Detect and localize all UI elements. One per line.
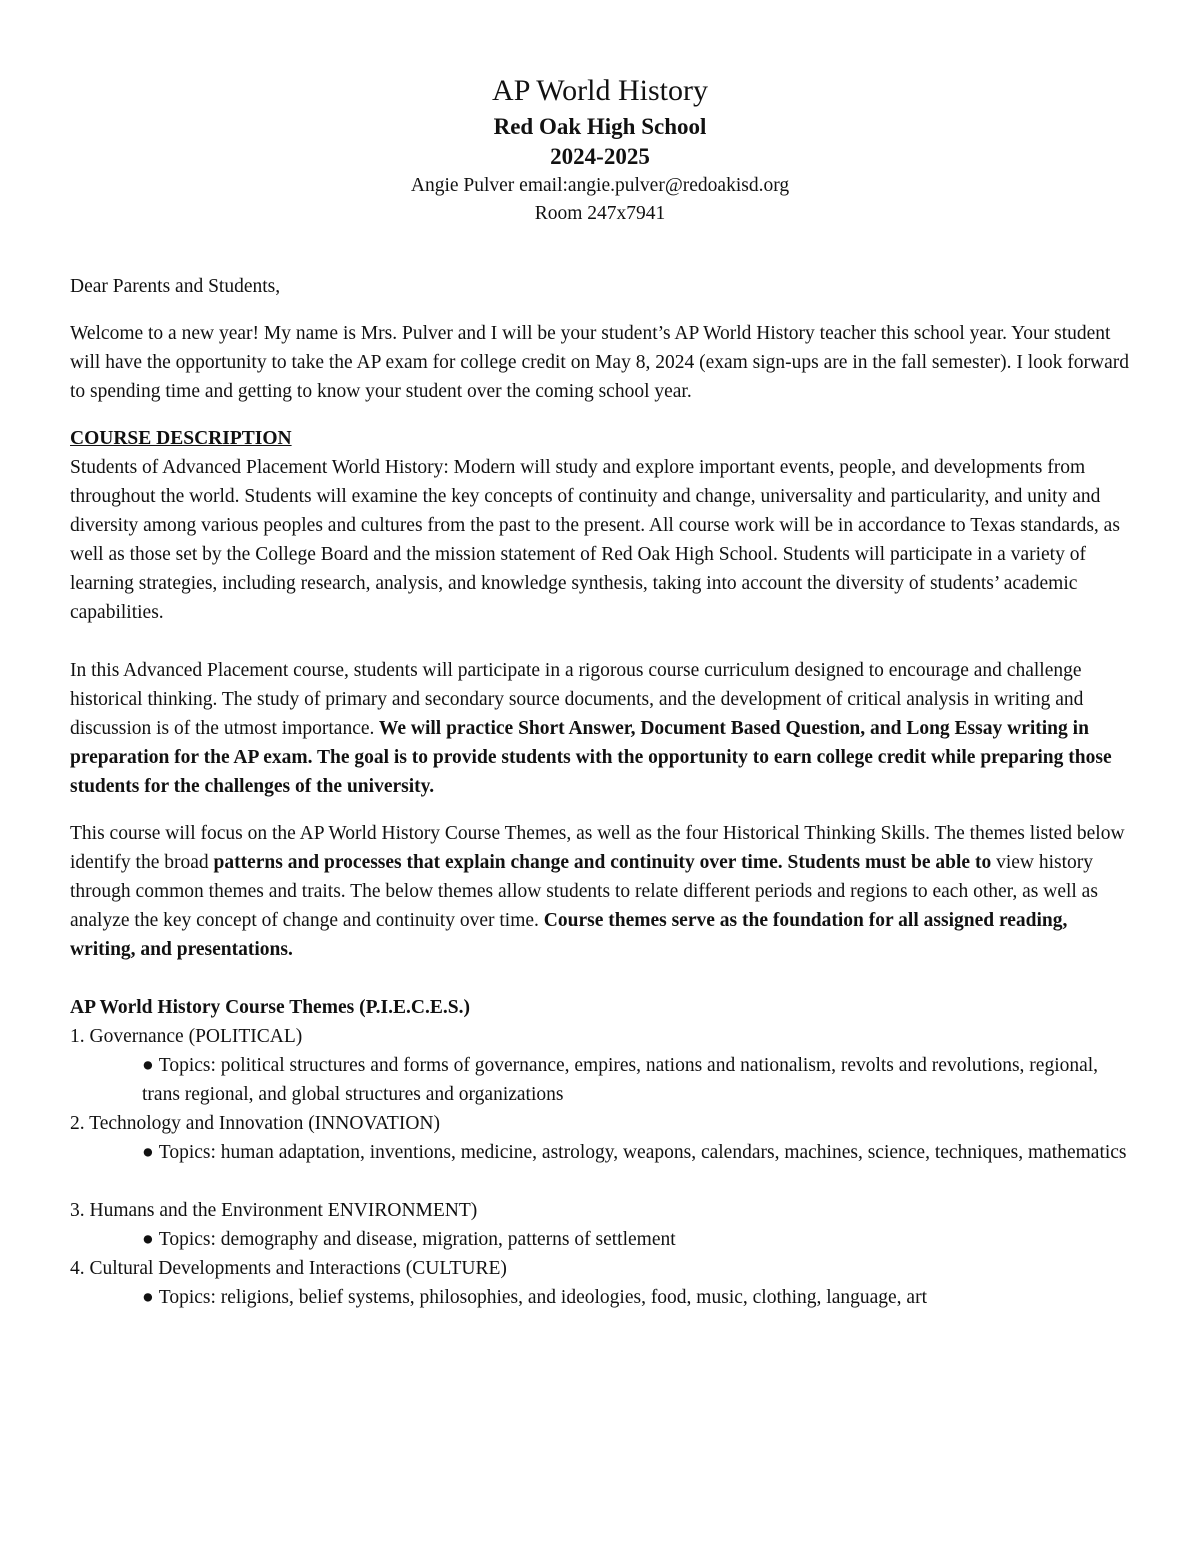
bullet-icon: ● [142, 1055, 154, 1076]
themes-intro-text-a: This course will focus on the AP World History Course Themes, as well as the four Historical Thinking Skills. The themes listed below identify the broad [70, 823, 1125, 873]
themes-intro-emphasis-b: Course themes serve as the foundation for all assigned reading, [543, 910, 1068, 931]
page-title: AP World History [492, 74, 708, 107]
teacher-contact: Angie Pulver email:angie.pulver@redoakisd.org [410, 175, 790, 196]
spacer [70, 1167, 1130, 1196]
school-year: 2024-2025 [550, 144, 650, 169]
salutation: Dear Parents and Students, [70, 276, 281, 297]
theme-list [70, 1022, 1130, 1312]
welcome-paragraph: Welcome to a new year! My name is Mrs. Pulver and I will be your student’s AP World History teacher this school year. Your student will have the opportunity to take the AP exam for college credit on May 8, 2024 (exam sign-ups are in the fall semester). I look forward to spending time and getting to know your student over the coming school year. [70, 323, 1130, 402]
topics-text: Topics: demography and disease, migration, patterns of settlement [158, 1229, 676, 1250]
room-number: Room 247x7941 [534, 203, 666, 224]
themes-intro-paragraph [70, 819, 1130, 964]
themes-intro-emphasis-c: writing, and presentations. [70, 939, 293, 960]
themes-title: AP World History Course Themes (P.I.E.C.E.S.) [70, 997, 470, 1018]
theme-topics-culture [70, 1283, 1130, 1312]
school-name: Red Oak High School [493, 114, 707, 139]
ap-course-paragraph [70, 656, 1130, 801]
themes-intro-text-b: view history through common themes and traits. The below themes allow students to relate different periods and regions to each other, as well as analyze the key concept of change and continuity over time. [70, 852, 1098, 931]
themes-intro-emphasis-a: patterns and processes that explain change and continuity over time. Students must be able to [213, 852, 992, 873]
theme-topics-political [70, 1051, 1130, 1109]
course-description-paragraph: Students of Advanced Placement World History: Modern will study and explore important events, people, and developments from throughout the world. Students will examine the key concepts of continuity and change, universality and particularity, and unity and diversity among various peoples and cultures from the past to the present. All course work will be in accordance to Texas standards, as well as those set by the College Board and the mission statement of Red Oak High School. Students will participate in a variety of learning strategies, including research, analysis, and knowledge synthesis, taking into account the diversity of students’ academic capabilities. [70, 457, 1120, 623]
theme-item-environment: 3. Humans and the Environment ENVIRONMENT) [70, 1200, 478, 1221]
theme-item-innovation: 2. Technology and Innovation (INNOVATION) [70, 1113, 440, 1134]
theme-topics-environment [70, 1225, 1130, 1254]
theme-item-political: 1. Governance (POLITICAL) [70, 1026, 303, 1047]
bullet-icon: ● [142, 1287, 154, 1308]
bullet-icon: ● [142, 1142, 154, 1163]
bullet-icon: ● [142, 1229, 154, 1250]
theme-item-culture: 4. Cultural Developments and Interactions (CULTURE) [70, 1258, 507, 1279]
document-page [70, 70, 1130, 1312]
topics-text: Topics: political structures and forms of governance, empires, nations and nationalism, revolts and revolutions, regional, trans regional, and global structures and organizations [142, 1055, 1099, 1105]
ap-course-emphasis: We will practice Short Answer, Document Based Question, and Long Essay writing in preparation for the AP exam. The goal is to provide students with the opportunity to earn college credit while preparing those students for the challenges of the university. [70, 718, 1112, 797]
theme-topics-innovation [70, 1138, 1130, 1167]
topics-text: Topics: human adaptation, inventions, medicine, astrology, weapons, calendars, machines, science, techniques, mathematics [158, 1142, 1127, 1163]
topics-text: Topics: religions, belief systems, philosophies, and ideologies, food, music, clothing, language, art [158, 1287, 927, 1308]
ap-course-text: In this Advanced Placement course, students will participate in a rigorous course curriculum designed to encourage and challenge historical thinking. The study of primary and secondary source documents, and the development of critical analysis in writing and discussion is of the utmost importance. [70, 660, 1084, 739]
document-header [70, 70, 1130, 228]
course-description-heading: COURSE DESCRIPTION [70, 428, 292, 449]
